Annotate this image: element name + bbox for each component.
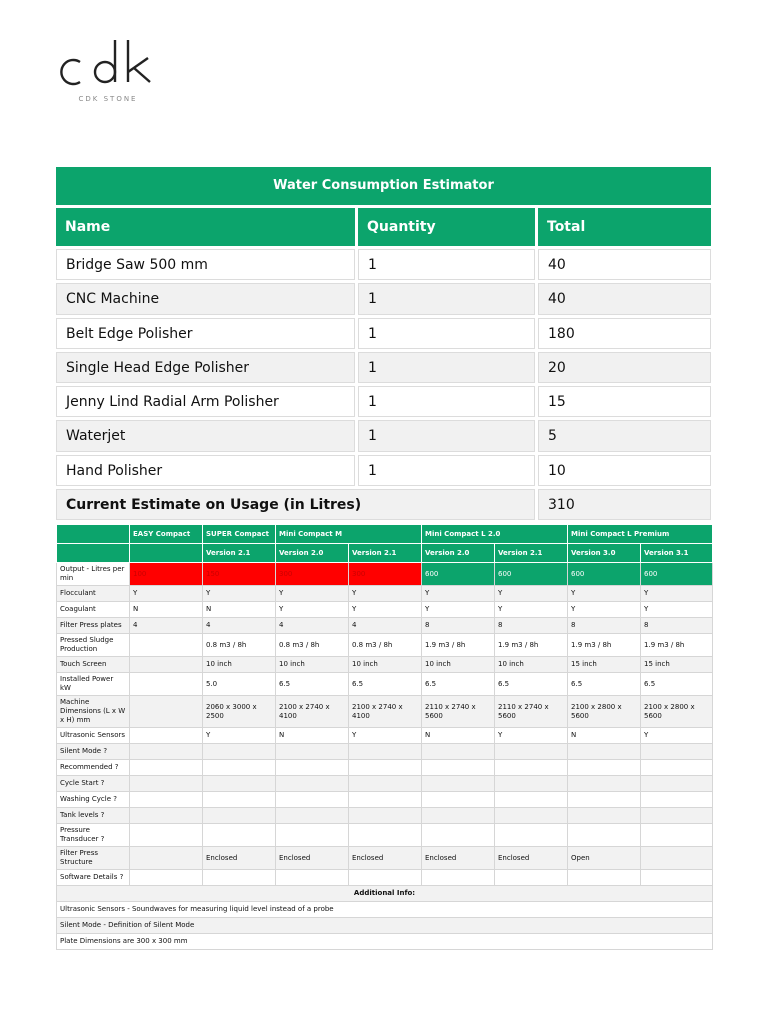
spec-value — [641, 792, 713, 808]
spec-value: 0.8 m3 / 8h — [203, 634, 276, 657]
spec-value — [422, 870, 495, 886]
spec-row — [57, 657, 713, 673]
spec-value — [568, 808, 641, 824]
spec-value — [203, 808, 276, 824]
row-label: Installed Power kW — [57, 673, 130, 696]
spec-value: Y — [641, 728, 713, 744]
spec-value — [495, 808, 568, 824]
spec-value — [349, 792, 422, 808]
spec-value — [130, 808, 203, 824]
version-header: Version 2.0 — [276, 544, 349, 563]
spec-value — [130, 776, 203, 792]
row-label: Tank levels ? — [57, 808, 130, 824]
spec-value: 0.8 m3 / 8h — [276, 634, 349, 657]
spec-value — [276, 824, 349, 847]
spec-value: 0.8 m3 / 8h — [349, 634, 422, 657]
spec-value — [568, 792, 641, 808]
version-header: Version 2.1 — [349, 544, 422, 563]
spec-value: Y — [568, 602, 641, 618]
version-header — [130, 544, 203, 563]
estimator-row — [56, 455, 711, 486]
spec-value: 2100 x 2740 x 4100 — [276, 696, 349, 728]
spec-value — [422, 744, 495, 760]
spec-value — [349, 776, 422, 792]
spec-value — [130, 696, 203, 728]
output-value: 150 — [203, 563, 276, 586]
spec-value: 10 inch — [203, 657, 276, 673]
row-label: Touch Screen — [57, 657, 130, 673]
note-text: Plate Dimensions are 300 x 300 mm — [57, 934, 713, 950]
spec-value — [568, 824, 641, 847]
spec-value — [130, 744, 203, 760]
note-row — [57, 934, 713, 950]
spec-value: 10 inch — [422, 657, 495, 673]
spec-value — [130, 824, 203, 847]
row-label: Washing Cycle ? — [57, 792, 130, 808]
spec-value: Enclosed — [203, 847, 276, 870]
spec-value — [641, 760, 713, 776]
spec-value: Y — [422, 602, 495, 618]
row-quantity[interactable]: 1 — [358, 249, 535, 280]
spec-value — [276, 792, 349, 808]
version-header: Version 3.1 — [641, 544, 713, 563]
spec-value: Enclosed — [276, 847, 349, 870]
spec-row — [57, 586, 713, 602]
spec-value — [349, 824, 422, 847]
spec-row — [57, 634, 713, 657]
row-total: 20 — [538, 352, 711, 383]
spec-value: Y — [203, 586, 276, 602]
spec-value — [568, 760, 641, 776]
model-header: Mini Compact L 2.0 — [422, 525, 568, 544]
spec-value: 10 inch — [276, 657, 349, 673]
spec-value: Y — [276, 602, 349, 618]
row-label: Flocculant — [57, 586, 130, 602]
row-quantity[interactable]: 1 — [358, 318, 535, 349]
spec-value: 4 — [276, 618, 349, 634]
row-total: 40 — [538, 249, 711, 280]
estimator-row — [56, 283, 711, 314]
spec-value — [203, 870, 276, 886]
spec-value: 6.5 — [495, 673, 568, 696]
spec-value — [349, 808, 422, 824]
spec-value: 15 inch — [641, 657, 713, 673]
spec-row — [57, 602, 713, 618]
logo-text: CDK STONE — [78, 95, 138, 103]
spec-value — [495, 870, 568, 886]
row-label: Silent Mode ? — [57, 744, 130, 760]
spec-value — [495, 744, 568, 760]
spec-value — [349, 760, 422, 776]
spec-value: 6.5 — [276, 673, 349, 696]
model-header: Mini Compact M — [276, 525, 422, 544]
spec-value: 1.9 m3 / 8h — [568, 634, 641, 657]
spec-value — [641, 776, 713, 792]
version-header: Version 2.0 — [422, 544, 495, 563]
spec-value — [130, 760, 203, 776]
spec-value — [349, 744, 422, 760]
estimator-total-row — [56, 489, 711, 520]
row-quantity[interactable]: 1 — [358, 455, 535, 486]
spec-value — [641, 824, 713, 847]
spec-value — [641, 870, 713, 886]
row-total: 15 — [538, 386, 711, 417]
row-name: Waterjet — [56, 420, 355, 451]
spec-value: 8 — [568, 618, 641, 634]
version-header: Version 2.1 — [203, 544, 276, 563]
corner-cell — [57, 544, 130, 563]
spec-row — [57, 673, 713, 696]
row-label: Coagulant — [57, 602, 130, 618]
spec-value: Y — [276, 586, 349, 602]
spec-value: Y — [349, 728, 422, 744]
spec-value: 1.9 m3 / 8h — [641, 634, 713, 657]
note-text: Ultrasonic Sensors - Soundwaves for measuring liquid level instead of a probe — [57, 902, 713, 918]
row-total: 40 — [538, 283, 711, 314]
spec-value: 4 — [203, 618, 276, 634]
estimator-row — [56, 249, 711, 280]
spec-value: N — [276, 728, 349, 744]
spec-value: Y — [568, 586, 641, 602]
spec-value: Y — [422, 586, 495, 602]
spec-value: 10 inch — [495, 657, 568, 673]
spec-value — [495, 760, 568, 776]
spec-value — [495, 776, 568, 792]
output-value: 600 — [495, 563, 568, 586]
row-quantity[interactable]: 1 — [358, 386, 535, 417]
spec-row — [57, 776, 713, 792]
spec-value — [276, 776, 349, 792]
spec-value — [130, 657, 203, 673]
spec-value: 6.5 — [568, 673, 641, 696]
row-quantity[interactable]: 1 — [358, 283, 535, 314]
row-quantity[interactable]: 1 — [358, 420, 535, 451]
spec-value: 2060 x 3000 x 2500 — [203, 696, 276, 728]
row-label: Recommended ? — [57, 760, 130, 776]
spec-value: N — [130, 602, 203, 618]
spec-value: 4 — [130, 618, 203, 634]
spec-value — [422, 776, 495, 792]
spec-value — [203, 824, 276, 847]
row-label: Output - Litres per min — [57, 563, 130, 586]
spec-value: 2100 x 2740 x 4100 — [349, 696, 422, 728]
spec-row — [57, 847, 713, 870]
header-name: Name — [56, 208, 355, 246]
spec-value — [422, 824, 495, 847]
estimator-row — [56, 420, 711, 451]
spec-value: 6.5 — [349, 673, 422, 696]
spec-value: N — [422, 728, 495, 744]
spec-row — [57, 696, 713, 728]
row-label: Filter Press plates — [57, 618, 130, 634]
spec-value — [495, 824, 568, 847]
output-value: 600 — [568, 563, 641, 586]
spec-value: 10 inch — [349, 657, 422, 673]
spec-value: Enclosed — [349, 847, 422, 870]
spec-value — [130, 634, 203, 657]
spec-value: Open — [568, 847, 641, 870]
total-value: 310 — [538, 489, 711, 520]
row-name: Belt Edge Polisher — [56, 318, 355, 349]
output-value: 600 — [422, 563, 495, 586]
spec-row — [57, 870, 713, 886]
additional-info-title: Additional Info: — [57, 886, 713, 902]
spec-row — [57, 728, 713, 744]
row-total: 180 — [538, 318, 711, 349]
version-header-row — [57, 544, 713, 563]
water-consumption-estimator — [56, 167, 711, 523]
spec-value: 8 — [495, 618, 568, 634]
model-header-row — [57, 525, 713, 544]
output-value: 300 — [276, 563, 349, 586]
row-quantity[interactable]: 1 — [358, 352, 535, 383]
spec-value: 15 inch — [568, 657, 641, 673]
spec-value — [203, 792, 276, 808]
spec-row — [57, 824, 713, 847]
compact-comparison-table — [56, 524, 713, 950]
spec-value — [130, 728, 203, 744]
spec-value — [495, 792, 568, 808]
spec-value — [568, 776, 641, 792]
spec-value — [130, 847, 203, 870]
spec-value — [276, 760, 349, 776]
spec-value — [203, 776, 276, 792]
spec-value: N — [203, 602, 276, 618]
spec-value: 1.9 m3 / 8h — [422, 634, 495, 657]
row-label: Cycle Start ? — [57, 776, 130, 792]
row-label: Pressed Sludge Production — [57, 634, 130, 657]
spec-value: Y — [349, 602, 422, 618]
row-name: Hand Polisher — [56, 455, 355, 486]
spec-value: 2110 x 2740 x 5600 — [422, 696, 495, 728]
additional-info-row — [57, 886, 713, 902]
row-name: CNC Machine — [56, 283, 355, 314]
row-name: Bridge Saw 500 mm — [56, 249, 355, 280]
spec-value: N — [568, 728, 641, 744]
spec-value — [203, 760, 276, 776]
spec-value — [641, 744, 713, 760]
row-label: Filter Press Structure — [57, 847, 130, 870]
row-label: Pressure Transducer ? — [57, 824, 130, 847]
spec-value — [276, 870, 349, 886]
estimator-row — [56, 352, 711, 383]
spec-value — [422, 792, 495, 808]
spec-value: Enclosed — [422, 847, 495, 870]
spec-value: 8 — [641, 618, 713, 634]
row-total: 10 — [538, 455, 711, 486]
estimator-row — [56, 386, 711, 417]
spec-value: Y — [641, 586, 713, 602]
row-label: Machine Dimensions (L x W x H) mm — [57, 696, 130, 728]
header-total: Total — [538, 208, 711, 246]
spec-value — [203, 744, 276, 760]
spec-value — [276, 808, 349, 824]
row-name: Jenny Lind Radial Arm Polisher — [56, 386, 355, 417]
spec-value: 5.0 — [203, 673, 276, 696]
spec-value: Y — [641, 602, 713, 618]
corner-cell — [57, 525, 130, 544]
spec-value: Y — [349, 586, 422, 602]
spec-value — [568, 744, 641, 760]
note-row — [57, 918, 713, 934]
estimator-header-row — [56, 208, 711, 246]
spec-value: Y — [495, 728, 568, 744]
note-row — [57, 902, 713, 918]
spec-value: 4 — [349, 618, 422, 634]
model-header: Mini Compact L Premium — [568, 525, 713, 544]
output-row — [57, 563, 713, 586]
spec-value — [568, 870, 641, 886]
spec-value — [276, 744, 349, 760]
spec-value: Y — [495, 586, 568, 602]
version-header: Version 3.0 — [568, 544, 641, 563]
spec-row — [57, 808, 713, 824]
spec-value: 6.5 — [422, 673, 495, 696]
spec-value — [422, 760, 495, 776]
spec-row — [57, 760, 713, 776]
estimator-row — [56, 318, 711, 349]
spec-value: 2110 x 2740 x 5600 — [495, 696, 568, 728]
version-header: Version 2.1 — [495, 544, 568, 563]
total-label: Current Estimate on Usage (in Litres) — [56, 489, 535, 520]
spec-row — [57, 744, 713, 760]
spec-value — [641, 847, 713, 870]
estimator-title: Water Consumption Estimator — [56, 167, 711, 205]
spec-value — [130, 792, 203, 808]
row-label: Software Details ? — [57, 870, 130, 886]
spec-value: Y — [495, 602, 568, 618]
output-value: 300 — [349, 563, 422, 586]
spec-value: 6.5 — [641, 673, 713, 696]
spec-value — [641, 808, 713, 824]
spec-value: 2100 x 2800 x 5600 — [568, 696, 641, 728]
output-value: 100 — [130, 563, 203, 586]
row-label: Ultrasonic Sensors — [57, 728, 130, 744]
output-value: 600 — [641, 563, 713, 586]
spec-value: Y — [130, 586, 203, 602]
spec-value — [349, 870, 422, 886]
spec-value — [422, 808, 495, 824]
spec-value: 1.9 m3 / 8h — [495, 634, 568, 657]
spec-value — [130, 673, 203, 696]
model-header: SUPER Compact — [203, 525, 276, 544]
spec-row — [57, 618, 713, 634]
row-total: 5 — [538, 420, 711, 451]
spec-value — [130, 870, 203, 886]
header-quantity: Quantity — [358, 208, 535, 246]
spec-value: Y — [203, 728, 276, 744]
spec-value: 8 — [422, 618, 495, 634]
model-header: EASY Compact — [130, 525, 203, 544]
spec-value: 2100 x 2800 x 5600 — [641, 696, 713, 728]
row-name: Single Head Edge Polisher — [56, 352, 355, 383]
spec-row — [57, 792, 713, 808]
spec-value: Enclosed — [495, 847, 568, 870]
note-text: Silent Mode - Definition of Silent Mode — [57, 918, 713, 934]
